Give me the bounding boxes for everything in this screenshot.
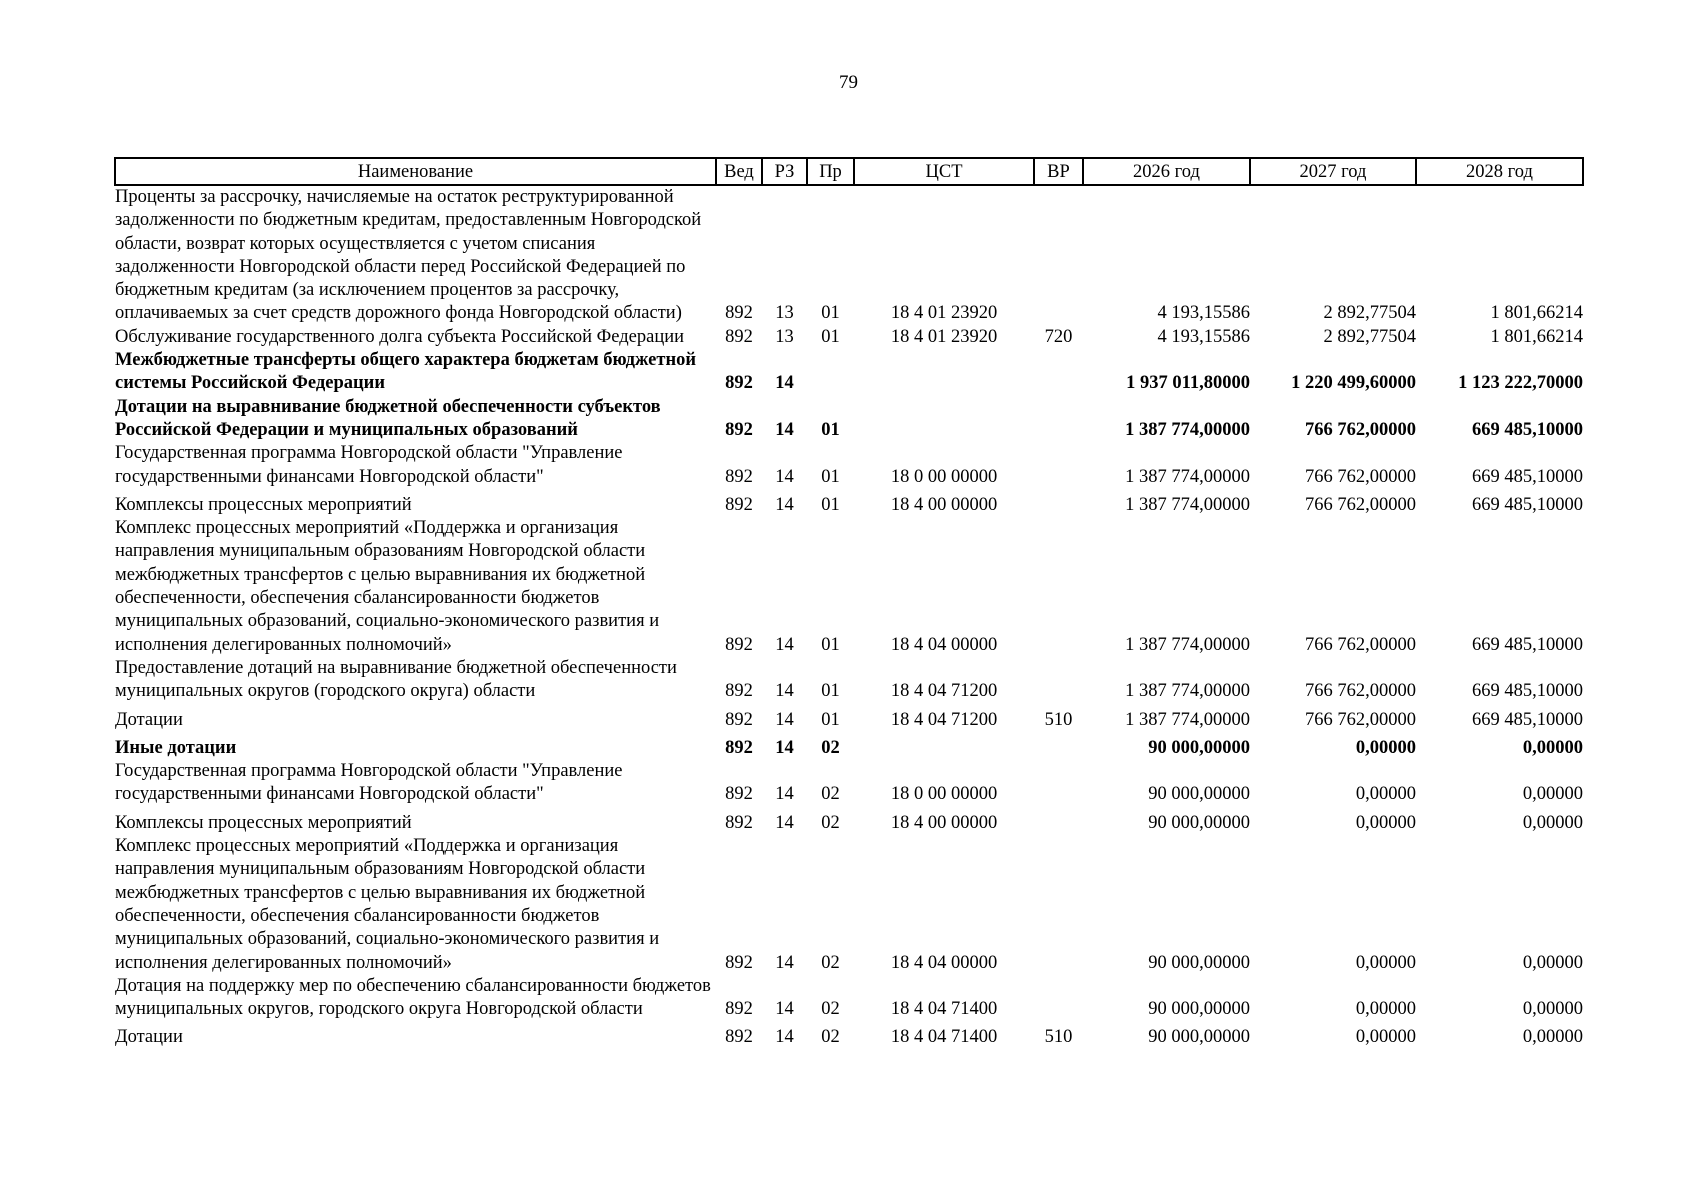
row-ved-cell: 892	[725, 494, 753, 515]
row-pr-cell: 02	[821, 737, 840, 758]
row-ved-cell: 892	[725, 303, 753, 324]
row-2027-cell: 0,00000	[1355, 737, 1416, 758]
table-row	[115, 396, 1583, 443]
row-ved-cell: 892	[725, 326, 753, 347]
row-name-cell: Проценты за рассрочку, начисляемые на остаток реструктурированной задолженности по бюджетным кредитам, предоставленным Новгородской области, возврат которых осуществляется с учетом списания задолженности Новгородской области перед Российской Федерацией по бюджетным кредитам (за исключением процентов за рассрочку, оплачиваемых за счет средств дорожного фонда Новгородской области)	[115, 187, 702, 324]
row-2026-cell: 1 387 774,00000	[1125, 419, 1250, 440]
row-cst-cell	[854, 396, 1034, 443]
table-row	[115, 1021, 1583, 1049]
row-rz-cell: 14	[775, 737, 794, 758]
page-number: 79	[839, 72, 858, 93]
row-name-cell: Предоставление дотаций на выравнивание бюджетной обеспеченности муниципальных округов (городского округа) области	[115, 657, 677, 702]
row-vr-cell	[1034, 835, 1083, 975]
row-2028-cell: 669 485,10000	[1472, 494, 1583, 515]
table-body	[115, 185, 1583, 1050]
row-cst-cell: 18 4 04 71400	[890, 1027, 998, 1048]
row-name-cell: Дотации	[115, 1027, 183, 1048]
row-ved-cell: 892	[725, 634, 753, 655]
row-2027-cell: 0,00000	[1355, 812, 1416, 833]
row-2028-cell: 1 801,66214	[1490, 303, 1583, 324]
row-2026-cell: 1 937 011,80000	[1126, 373, 1250, 394]
row-vr-cell: 720	[1044, 326, 1073, 347]
row-pr-cell: 01	[821, 419, 840, 440]
row-2027-cell: 0,00000	[1355, 1027, 1416, 1048]
row-pr-cell: 01	[821, 681, 840, 702]
row-cst-cell: 18 4 04 71400	[890, 999, 998, 1020]
row-2027-cell: 1 220 499,60000	[1291, 373, 1416, 394]
table-row	[115, 517, 1583, 657]
row-pr-cell: 01	[821, 494, 840, 515]
row-2026-cell: 90 000,00000	[1148, 999, 1250, 1020]
row-name-cell: Дотации	[115, 709, 183, 730]
row-2027-cell: 766 762,00000	[1305, 419, 1416, 440]
row-2028-cell: 0,00000	[1522, 737, 1583, 758]
row-pr-cell: 01	[821, 466, 840, 487]
row-2028-cell: 669 485,10000	[1472, 681, 1583, 702]
header-vr: ВР	[1034, 158, 1083, 185]
row-2028-cell: 0,00000	[1522, 812, 1583, 833]
row-pr-cell: 01	[821, 709, 840, 730]
table-row	[115, 657, 1583, 704]
row-rz-cell: 14	[775, 681, 794, 702]
table-row	[115, 489, 1583, 517]
table-row	[115, 835, 1583, 975]
row-ved-cell: 892	[725, 419, 753, 440]
row-ved-cell: 892	[725, 466, 753, 487]
header-2026: 2026 год	[1083, 158, 1250, 185]
row-rz-cell: 14	[775, 784, 794, 805]
row-rz-cell: 14	[775, 1027, 794, 1048]
row-vr-cell	[1034, 760, 1083, 807]
table-row	[115, 704, 1583, 732]
row-pr-cell: 01	[821, 303, 840, 324]
row-ved-cell: 892	[725, 1027, 753, 1048]
budget-table	[114, 157, 1584, 1050]
row-rz-cell: 14	[775, 466, 794, 487]
row-2026-cell: 90 000,00000	[1148, 1027, 1250, 1048]
row-rz-cell: 13	[775, 326, 794, 347]
header-2028: 2028 год	[1416, 158, 1583, 185]
row-2028-cell: 0,00000	[1522, 952, 1583, 973]
row-cst-cell	[854, 732, 1034, 760]
row-rz-cell: 14	[775, 812, 794, 833]
row-2028-cell: 0,00000	[1522, 999, 1583, 1020]
row-rz-cell: 14	[775, 634, 794, 655]
header-ved: Вед	[716, 158, 762, 185]
header-cst: ЦСТ	[854, 158, 1034, 185]
row-2028-cell: 669 485,10000	[1472, 634, 1583, 655]
row-ved-cell: 892	[725, 709, 753, 730]
row-vr-cell	[1034, 732, 1083, 760]
row-ved-cell: 892	[725, 999, 753, 1020]
row-name-cell: Дотации на выравнивание бюджетной обеспеченности субъектов Российской Федерации и муниципальных образований	[115, 396, 661, 440]
row-cst-cell: 18 0 00 00000	[890, 784, 998, 805]
row-2027-cell: 766 762,00000	[1305, 709, 1416, 730]
header-2027: 2027 год	[1250, 158, 1416, 185]
row-rz-cell: 14	[775, 709, 794, 730]
row-2026-cell: 1 387 774,00000	[1125, 681, 1250, 702]
table-row	[115, 442, 1583, 489]
row-2028-cell: 669 485,10000	[1472, 466, 1583, 487]
row-rz-cell: 14	[775, 373, 794, 394]
row-ved-cell: 892	[725, 737, 753, 758]
row-vr-cell	[1034, 657, 1083, 704]
row-name-cell: Государственная программа Новгородской области "Управление государственными финансами Новгородской области"	[115, 761, 623, 805]
row-2026-cell: 1 387 774,00000	[1125, 494, 1250, 515]
row-ved-cell: 892	[725, 784, 753, 805]
row-cst-cell: 18 0 00 00000	[890, 466, 998, 487]
row-vr-cell	[1034, 807, 1083, 835]
row-2027-cell: 0,00000	[1355, 999, 1416, 1020]
row-2028-cell: 1 123 222,70000	[1458, 373, 1583, 394]
row-vr-cell	[1034, 349, 1083, 396]
row-2026-cell: 90 000,00000	[1148, 812, 1250, 833]
row-2026-cell: 4 193,15586	[1157, 326, 1250, 347]
row-pr-cell: 02	[821, 952, 840, 973]
table-row	[115, 185, 1583, 326]
table-row	[115, 349, 1583, 396]
row-2027-cell: 766 762,00000	[1305, 634, 1416, 655]
row-pr-cell	[807, 349, 854, 396]
row-rz-cell: 14	[775, 494, 794, 515]
row-cst-cell: 18 4 01 23920	[890, 303, 998, 324]
row-2027-cell: 766 762,00000	[1305, 681, 1416, 702]
row-2026-cell: 1 387 774,00000	[1125, 709, 1250, 730]
row-2026-cell: 4 193,15586	[1157, 303, 1250, 324]
table-row	[115, 732, 1583, 760]
row-2028-cell: 1 801,66214	[1490, 326, 1583, 347]
row-2026-cell: 90 000,00000	[1148, 737, 1250, 758]
table-row	[115, 760, 1583, 807]
row-2028-cell: 669 485,10000	[1472, 709, 1583, 730]
row-vr-cell	[1034, 396, 1083, 443]
header-rz: РЗ	[762, 158, 807, 185]
row-ved-cell: 892	[725, 952, 753, 973]
row-2027-cell: 0,00000	[1355, 952, 1416, 973]
row-pr-cell: 02	[821, 1027, 840, 1048]
row-2028-cell: 0,00000	[1522, 784, 1583, 805]
row-pr-cell: 02	[821, 999, 840, 1020]
row-ved-cell: 892	[725, 681, 753, 702]
row-2026-cell: 1 387 774,00000	[1125, 466, 1250, 487]
row-cst-cell: 18 4 00 00000	[890, 812, 998, 833]
row-pr-cell: 01	[821, 326, 840, 347]
row-vr-cell	[1034, 489, 1083, 517]
row-name-cell: Обслуживание государственного долга субъекта Российской Федерации	[115, 326, 685, 347]
row-name-cell: Комплекс процессных мероприятий «Поддержка и организация направления муниципальным образованиям Новгородской области межбюджетных трансфертов с целью выравнивания их бюджетной обеспеченности, обеспечения сбалансированности бюджетов муниципальных образований, социально-экономического развития и исполнения делегированных полномочий»	[115, 518, 660, 655]
table-row	[115, 326, 1583, 349]
row-vr-cell	[1034, 185, 1083, 326]
row-vr-cell	[1034, 442, 1083, 489]
row-cst-cell: 18 4 01 23920	[890, 326, 998, 347]
row-rz-cell: 14	[775, 952, 794, 973]
row-2027-cell: 766 762,00000	[1305, 466, 1416, 487]
row-2026-cell: 1 387 774,00000	[1125, 634, 1250, 655]
table-header-row	[115, 158, 1583, 185]
row-2027-cell: 2 892,77504	[1323, 326, 1416, 347]
row-cst-cell: 18 4 04 00000	[890, 634, 998, 655]
row-pr-cell: 01	[821, 634, 840, 655]
row-2027-cell: 2 892,77504	[1323, 303, 1416, 324]
row-pr-cell: 02	[821, 784, 840, 805]
row-2027-cell: 766 762,00000	[1305, 494, 1416, 515]
row-vr-cell: 510	[1044, 1027, 1073, 1048]
table-row	[115, 975, 1583, 1022]
header-name: Наименование	[115, 158, 716, 185]
row-name-cell: Комплексы процессных мероприятий	[115, 494, 412, 515]
row-name-cell: Дотация на поддержку мер по обеспечению сбалансированности бюджетов муниципальных округов, городского округа Новгородской области	[115, 975, 711, 1020]
row-ved-cell: 892	[725, 373, 753, 394]
row-vr-cell	[1034, 517, 1083, 657]
header-pr: Пр	[807, 158, 854, 185]
row-vr-cell	[1034, 975, 1083, 1022]
row-2028-cell: 669 485,10000	[1472, 419, 1583, 440]
table-row	[115, 807, 1583, 835]
row-cst-cell: 18 4 04 71200	[890, 709, 998, 730]
row-cst-cell: 18 4 00 00000	[890, 494, 998, 515]
row-name-cell: Иные дотации	[115, 737, 237, 758]
row-ved-cell: 892	[725, 812, 753, 833]
row-name-cell: Государственная программа Новгородской области "Управление государственными финансами Новгородской области"	[115, 443, 623, 487]
row-rz-cell: 13	[775, 303, 794, 324]
row-2026-cell: 90 000,00000	[1148, 784, 1250, 805]
row-rz-cell: 14	[775, 999, 794, 1020]
row-name-cell: Комплексы процессных мероприятий	[115, 812, 412, 833]
row-name-cell: Межбюджетные трансферты общего характера бюджетам бюджетной системы Российской Федерации	[115, 350, 697, 394]
row-2028-cell: 0,00000	[1522, 1027, 1583, 1048]
row-vr-cell: 510	[1044, 709, 1073, 730]
row-cst-cell: 18 4 04 71200	[890, 681, 998, 702]
row-cst-cell	[854, 349, 1034, 396]
row-rz-cell: 14	[775, 419, 794, 440]
row-pr-cell: 02	[821, 812, 840, 833]
row-2026-cell: 90 000,00000	[1148, 952, 1250, 973]
row-cst-cell: 18 4 04 00000	[890, 952, 998, 973]
row-name-cell: Комплекс процессных мероприятий «Поддержка и организация направления муниципальным образованиям Новгородской области межбюджетных трансфертов с целью выравнивания их бюджетной обеспеченности, обеспечения сбалансированности бюджетов муниципальных образований, социально-экономического развития и исполнения делегированных полномочий»	[115, 836, 660, 973]
row-2027-cell: 0,00000	[1355, 784, 1416, 805]
